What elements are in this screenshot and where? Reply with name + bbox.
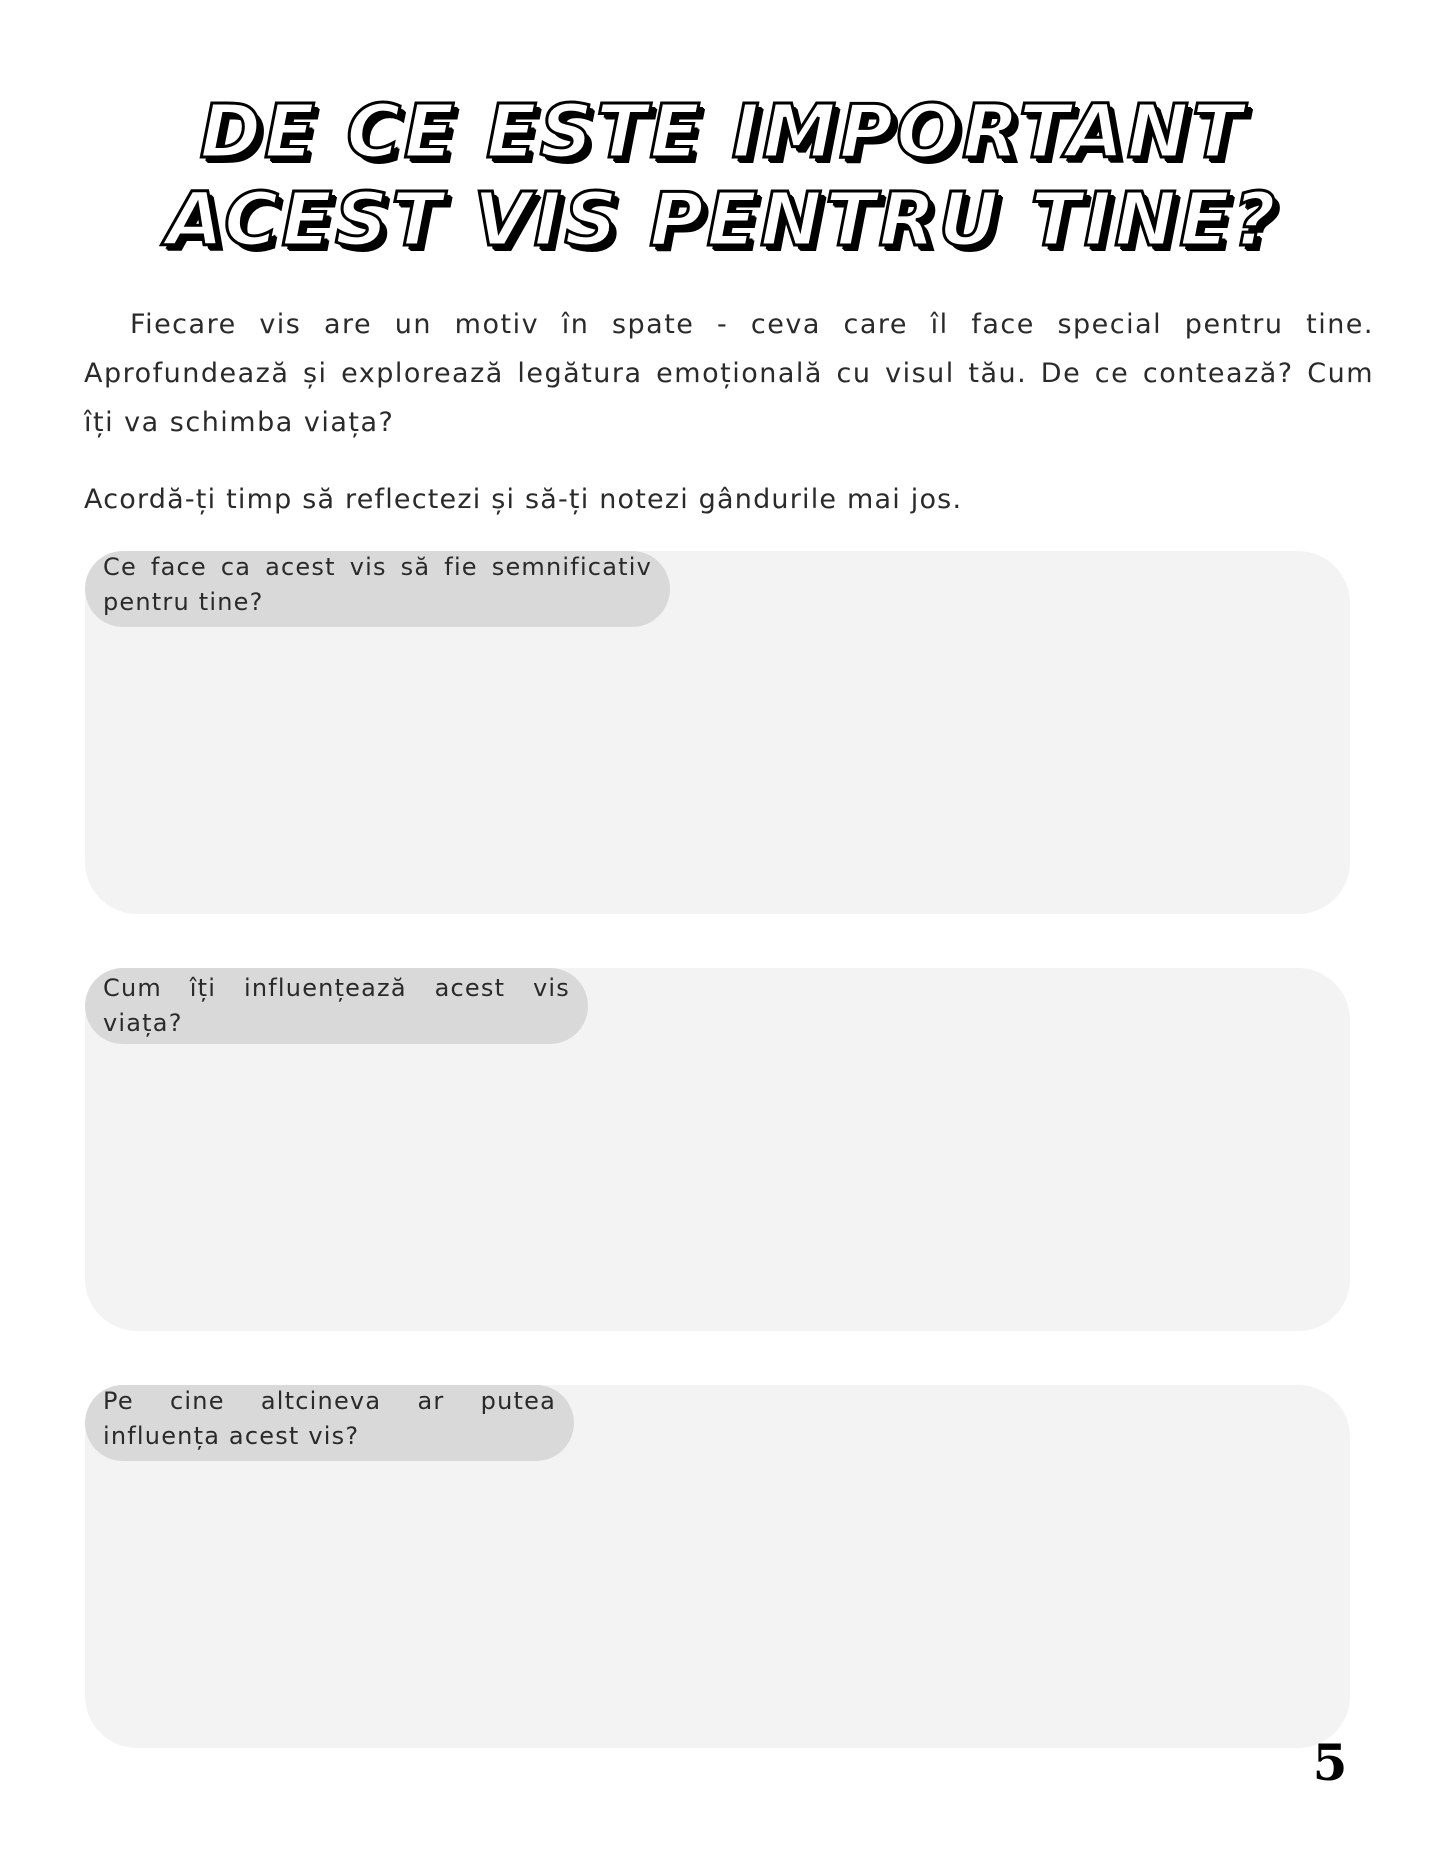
question-text: Cum îți influențează acest vis viața? xyxy=(103,974,570,1037)
page-title: DE CE ESTE IMPORTANT ACEST VIS PENTRU TINE? xyxy=(166,89,1279,263)
answer-box-influence[interactable] xyxy=(85,968,1350,1331)
intro-paragraph: Fiecare vis are un motiv în spate - ceva care îl face special pentru tine. Aprofundează și explorează legătura emoțională cu visul tău. De ce contează? Cum îți va schimba viața? xyxy=(84,309,1374,438)
instruction-note: Acordă-ți timp să reflectezi și să-ți notezi gândurile mai jos. xyxy=(84,484,963,515)
answer-box-others[interactable] xyxy=(85,1385,1350,1748)
question-label-others xyxy=(85,1385,574,1461)
answer-box-meaning[interactable] xyxy=(85,551,1350,914)
page-number: 5 xyxy=(1312,1733,1348,1792)
question-label-meaning xyxy=(85,551,670,627)
question-text: Pe cine altcineva ar putea influența acest vis? xyxy=(103,1387,556,1450)
question-text: Ce face ca acest vis să fie semnificativ pentru tine? xyxy=(103,553,652,616)
question-label-influence xyxy=(85,968,588,1044)
